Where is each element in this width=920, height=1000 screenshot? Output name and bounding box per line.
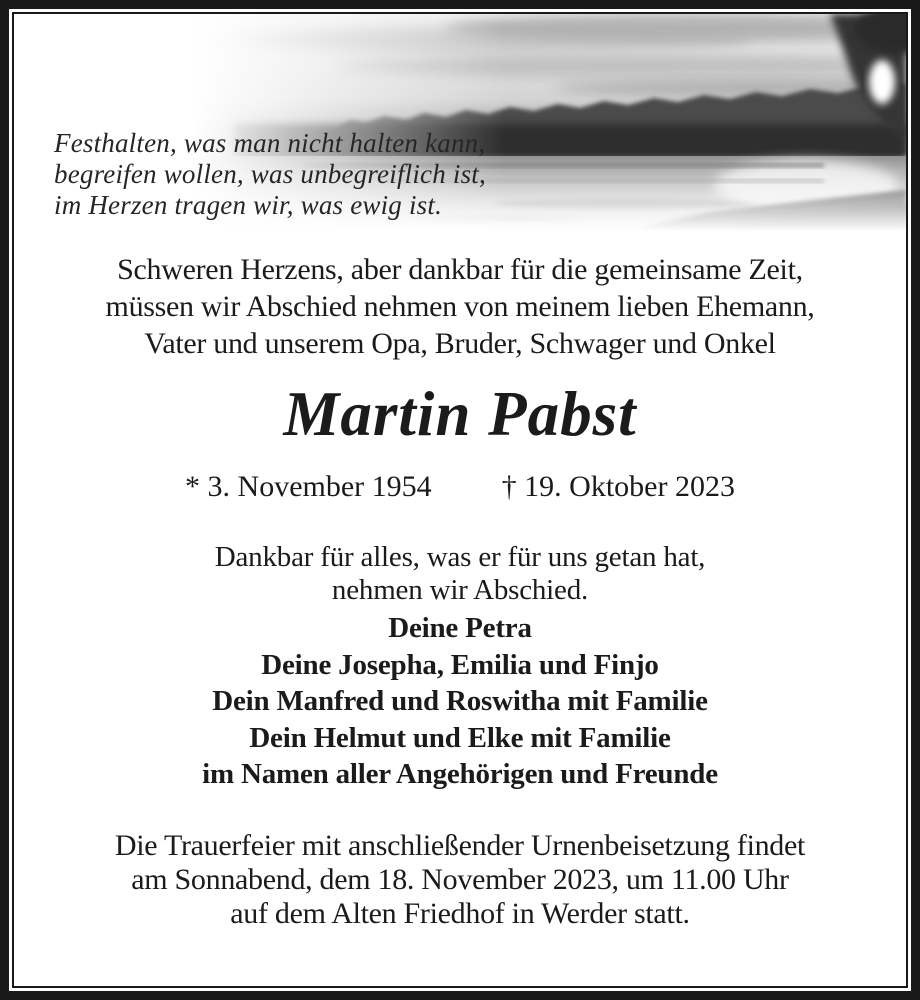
farewell-line: Dankbar für alles, was er für uns getan hat, — [214, 541, 706, 573]
epigraph-line: begreifen wollen, was unbegreiflich ist, — [54, 159, 486, 189]
mourner-line: Deine Josepha, Emilia und Finjo — [261, 648, 659, 681]
intro-text — [14, 251, 906, 362]
intro-line: Vater und unserem Opa, Bruder, Schwager und Onkel — [144, 327, 776, 360]
intro-line: Schweren Herzens, aber dankbar für die gemeinsame Zeit, — [117, 253, 803, 286]
funeral-announcement — [14, 829, 906, 931]
death-date: † 19. Oktober 2023 — [501, 470, 735, 503]
funeral-line: am Sonnabend, dem 18. November 2023, um 11.00 Uhr — [131, 863, 789, 896]
mourner-line: Dein Manfred und Roswitha mit Familie — [212, 685, 708, 717]
deceased-name: Martin Pabst — [283, 379, 637, 449]
mourner-line: Deine Petra — [388, 612, 532, 644]
mourner-line: Dein Helmut und Elke mit Familie — [249, 721, 671, 754]
farewell-line: nehmen wir Abschied. — [331, 574, 589, 606]
birth-date: * 3. November 1954 — [185, 470, 432, 503]
epigraph-line: Festhalten, was man nicht halten kann, — [54, 128, 486, 158]
funeral-line: auf dem Alten Friedhof in Werder statt. — [230, 897, 690, 930]
mourner-line: im Namen aller Angehörigen und Freunde — [202, 758, 718, 790]
epigraph-poem — [54, 128, 486, 221]
funeral-line: Die Trauerfeier mit anschließender Urnenbeisetzung findet — [114, 829, 806, 862]
farewell-text — [14, 541, 906, 607]
mourners-list — [14, 610, 906, 793]
epigraph-line: im Herzen tragen wir, was ewig ist. — [54, 190, 443, 220]
intro-line: müssen wir Abschied nehmen von meinem lieben Ehemann, — [105, 290, 815, 323]
life-dates — [14, 468, 906, 505]
